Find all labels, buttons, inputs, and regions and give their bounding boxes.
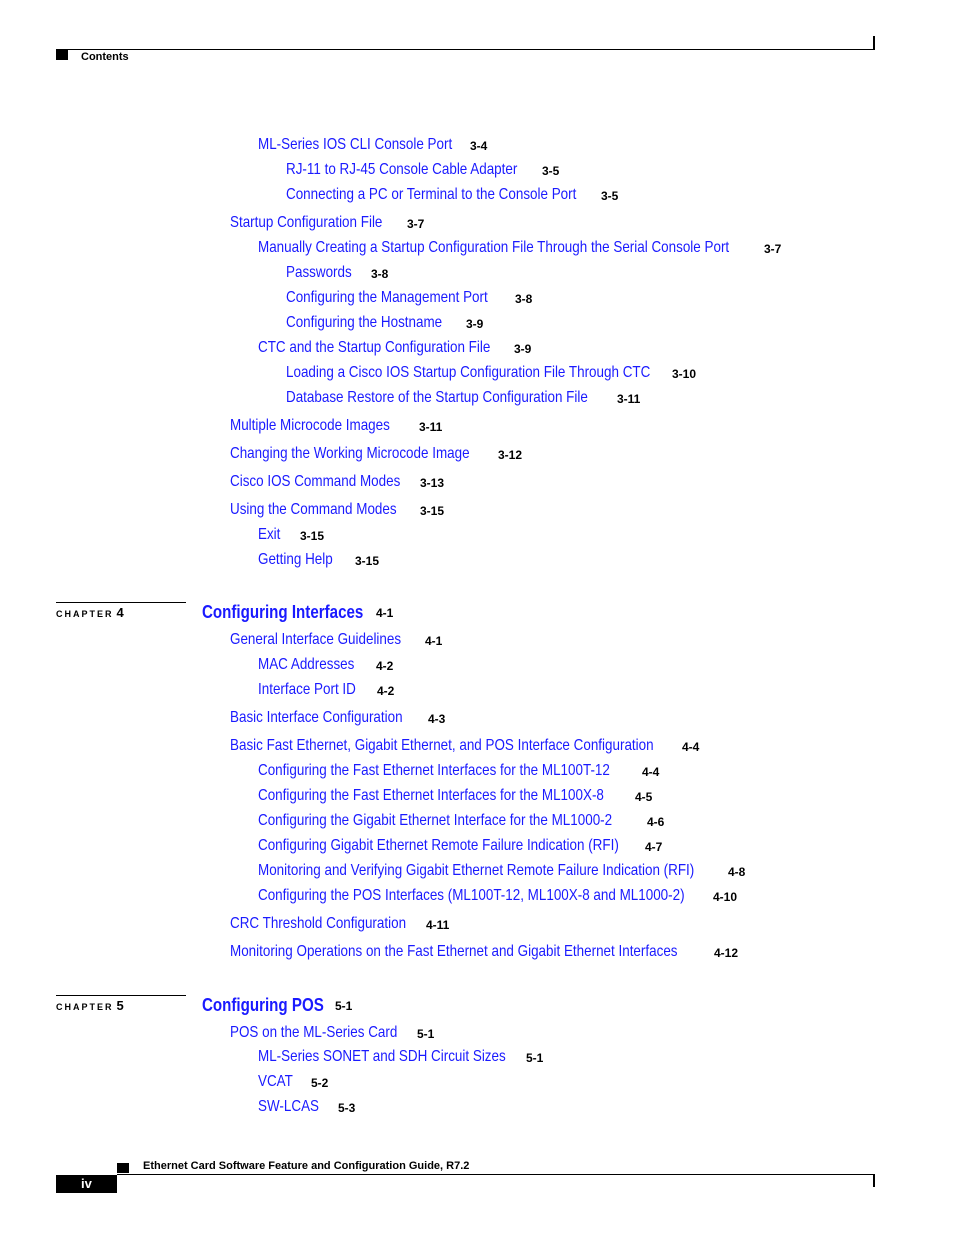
toc-entry[interactable] [230, 1023, 435, 1043]
toc-entry-page: 3-9 [466, 317, 484, 331]
toc-entry[interactable] [258, 238, 819, 258]
toc-entry-link[interactable]: CTC and the Startup Configuration File [258, 339, 491, 356]
toc-entry[interactable] [258, 1097, 356, 1117]
toc-entry[interactable] [286, 185, 632, 205]
header-rule [56, 49, 874, 50]
toc-entry[interactable] [230, 500, 445, 520]
footer-marker [117, 1163, 129, 1173]
toc-entry[interactable] [258, 836, 688, 856]
toc-entry[interactable] [230, 472, 445, 492]
toc-entry[interactable] [258, 861, 777, 881]
toc-entry-link[interactable]: VCAT [258, 1073, 293, 1090]
toc-entry[interactable] [230, 708, 446, 728]
toc-entry[interactable] [258, 761, 677, 781]
footer-page-number: iv [81, 1176, 92, 1191]
chapter-rule [56, 995, 186, 996]
toc-entry-link[interactable]: Interface Port ID [258, 681, 356, 698]
toc-entry-link[interactable]: Configuring the Hostname [286, 314, 443, 331]
toc-entry-link[interactable]: Cisco IOS Command Modes [230, 473, 401, 490]
toc-entry-link[interactable]: Using the Command Modes [230, 501, 397, 518]
toc-entry-page: 4-7 [645, 840, 663, 854]
toc-entry[interactable] [258, 786, 670, 806]
toc-entry-link[interactable]: Configuring the Fast Ethernet Interfaces for the ML100X-8 [258, 787, 604, 804]
toc-entry[interactable] [286, 263, 389, 283]
toc-entry-page: 3-8 [371, 267, 389, 281]
toc-entry-page: 4-10 [713, 890, 738, 904]
toc-entry[interactable] [230, 416, 443, 436]
toc-entry[interactable] [286, 313, 484, 333]
toc-entry-page: 4-12 [714, 946, 739, 960]
toc-entry-page: 3-12 [498, 448, 523, 462]
toc-entry-link[interactable]: Passwords [286, 264, 352, 281]
footer-title: Ethernet Card Software Feature and Configuration Guide, R7.2 [143, 1160, 470, 1172]
toc-entry[interactable] [258, 1072, 329, 1092]
chapter-rule [56, 602, 186, 603]
footer-tick [873, 1174, 875, 1187]
toc-entry-link[interactable]: Monitoring and Verifying Gigabit Ethernet Remote Failure Indication (RFI) [258, 862, 695, 879]
toc-entry-page: 3-15 [420, 504, 445, 518]
toc-entry[interactable] [230, 942, 763, 962]
toc-entry-page: 3-7 [407, 217, 425, 231]
toc-entry[interactable] [230, 630, 443, 650]
toc-entry-page: 4-6 [647, 815, 665, 829]
chapter-page: 5-1 [335, 999, 353, 1013]
chapter-number: 5 [116, 998, 124, 1013]
toc-entry-page: 3-15 [355, 554, 380, 568]
toc-entry-page: 4-2 [376, 659, 394, 673]
toc-entry-link[interactable]: RJ-11 to RJ-45 Console Cable Adapter [286, 161, 518, 178]
toc-entry-link[interactable]: Monitoring Operations on the Fast Ethernet and Gigabit Ethernet Interfaces [230, 943, 678, 960]
toc-entry-page: 3-13 [420, 476, 445, 490]
toc-entry-link[interactable]: Startup Configuration File [230, 214, 383, 231]
toc-entry-link[interactable]: General Interface Guidelines [230, 631, 402, 648]
chapter-title-link[interactable]: Configuring Interfaces [202, 602, 364, 622]
toc-entry-link[interactable]: Multiple Microcode Images [230, 417, 390, 434]
toc-entry-page: 3-15 [300, 529, 325, 543]
toc-entry[interactable] [258, 680, 395, 700]
toc-entry-page: 3-11 [617, 392, 641, 406]
footer-rule [117, 1174, 875, 1175]
toc-entry-link[interactable]: CRC Threshold Configuration [230, 915, 407, 932]
toc-entry-link[interactable]: Loading a Cisco IOS Startup Configuration File Through CTC [286, 364, 651, 381]
toc-entry[interactable] [258, 811, 680, 831]
chapter-word: CHAPTER [56, 609, 114, 619]
chapter-number: 4 [116, 605, 124, 620]
chapter-word: CHAPTER [56, 1002, 114, 1012]
toc-entry-link[interactable]: POS on the ML-Series Card [230, 1024, 398, 1041]
toc-entry-page: 5-1 [526, 1051, 544, 1065]
header-marker [56, 50, 68, 60]
header-label: Contents [81, 51, 129, 63]
toc-entry-page: 4-8 [728, 865, 746, 879]
toc-entry-link[interactable]: SW-LCAS [258, 1098, 319, 1115]
toc-entry-page: 4-2 [377, 684, 395, 698]
toc-entry[interactable] [230, 914, 450, 934]
toc-entry-page: 4-3 [428, 712, 446, 726]
toc-entry[interactable] [286, 288, 533, 308]
toc-entry-page: 3-9 [514, 342, 532, 356]
toc-entry-page: 4-4 [642, 765, 660, 779]
toc-entry-link[interactable]: ML-Series IOS CLI Console Port [258, 136, 453, 153]
toc-entry-link[interactable]: MAC Addresses [258, 656, 355, 673]
toc-entry-link[interactable]: Basic Interface Configuration [230, 709, 403, 726]
toc-entry-link[interactable]: Database Restore of the Startup Configuration File [286, 389, 588, 406]
toc-entry-link[interactable]: Manually Creating a Startup Configuration File Through the Serial Console Port [258, 239, 730, 256]
toc-entry[interactable] [258, 655, 394, 675]
toc-entry-link[interactable]: Configuring the Management Port [286, 289, 488, 306]
toc-entry[interactable] [230, 213, 425, 233]
toc-entry-page: 3-5 [601, 189, 619, 203]
toc-entry[interactable] [286, 388, 645, 408]
toc-entry-page: 3-5 [542, 164, 560, 178]
toc-entry-page: 3-7 [764, 242, 782, 256]
toc-entry[interactable] [258, 338, 535, 358]
toc-entry-link[interactable]: Changing the Working Microcode Image [230, 445, 470, 462]
toc-entry[interactable] [230, 736, 734, 756]
toc-entry-page: 4-4 [682, 740, 700, 754]
toc-entry-link[interactable]: Getting Help [258, 551, 333, 568]
toc-entry-link[interactable]: Configuring the POS Interfaces (ML100T-12, ML100X-8 and ML1000-2) [258, 887, 685, 904]
toc-entry-page: 4-11 [426, 918, 450, 932]
toc-entry-link[interactable]: Configuring the Gigabit Ethernet Interface for the ML1000-2 [258, 812, 613, 829]
toc-entry-link[interactable]: Basic Fast Ethernet, Gigabit Ethernet, and POS Interface Configuration [230, 737, 654, 754]
chapter-title-link[interactable]: Configuring POS [202, 995, 324, 1015]
toc-entry[interactable] [258, 1047, 553, 1067]
toc-entry-page: 5-3 [338, 1101, 356, 1115]
toc-entry-link[interactable]: Configuring the Fast Ethernet Interfaces for the ML100T-12 [258, 762, 610, 779]
toc-entry-page: 3-11 [419, 420, 443, 434]
toc-entry-page: 5-1 [417, 1027, 435, 1041]
toc-entry-page: 3-10 [672, 367, 697, 381]
toc-entry[interactable] [258, 525, 325, 545]
toc-entry-page: 5-2 [311, 1076, 329, 1090]
toc-entry-page: 4-5 [635, 790, 653, 804]
toc-entry[interactable] [258, 550, 380, 570]
toc-entry[interactable] [230, 444, 523, 464]
chapter-label [56, 1000, 124, 1013]
chapter-page: 4-1 [376, 606, 394, 620]
toc-entry-link[interactable]: ML-Series SONET and SDH Circuit Sizes [258, 1048, 506, 1065]
toc-entry-link[interactable]: Connecting a PC or Terminal to the Console Port [286, 186, 577, 203]
toc-entry-link[interactable]: Configuring Gigabit Ethernet Remote Failure Indication (RFI) [258, 837, 619, 854]
toc-entry-page: 3-4 [470, 139, 488, 153]
toc-entry-link[interactable]: Exit [258, 526, 281, 543]
toc-entry-page: 4-1 [425, 634, 443, 648]
toc-entry[interactable] [286, 160, 561, 180]
toc-entry[interactable] [258, 135, 489, 155]
header-tick [873, 36, 875, 50]
chapter-label [56, 607, 124, 620]
toc-entry[interactable] [286, 363, 720, 383]
toc-entry-page: 3-8 [515, 292, 533, 306]
toc-entry[interactable] [258, 886, 766, 906]
